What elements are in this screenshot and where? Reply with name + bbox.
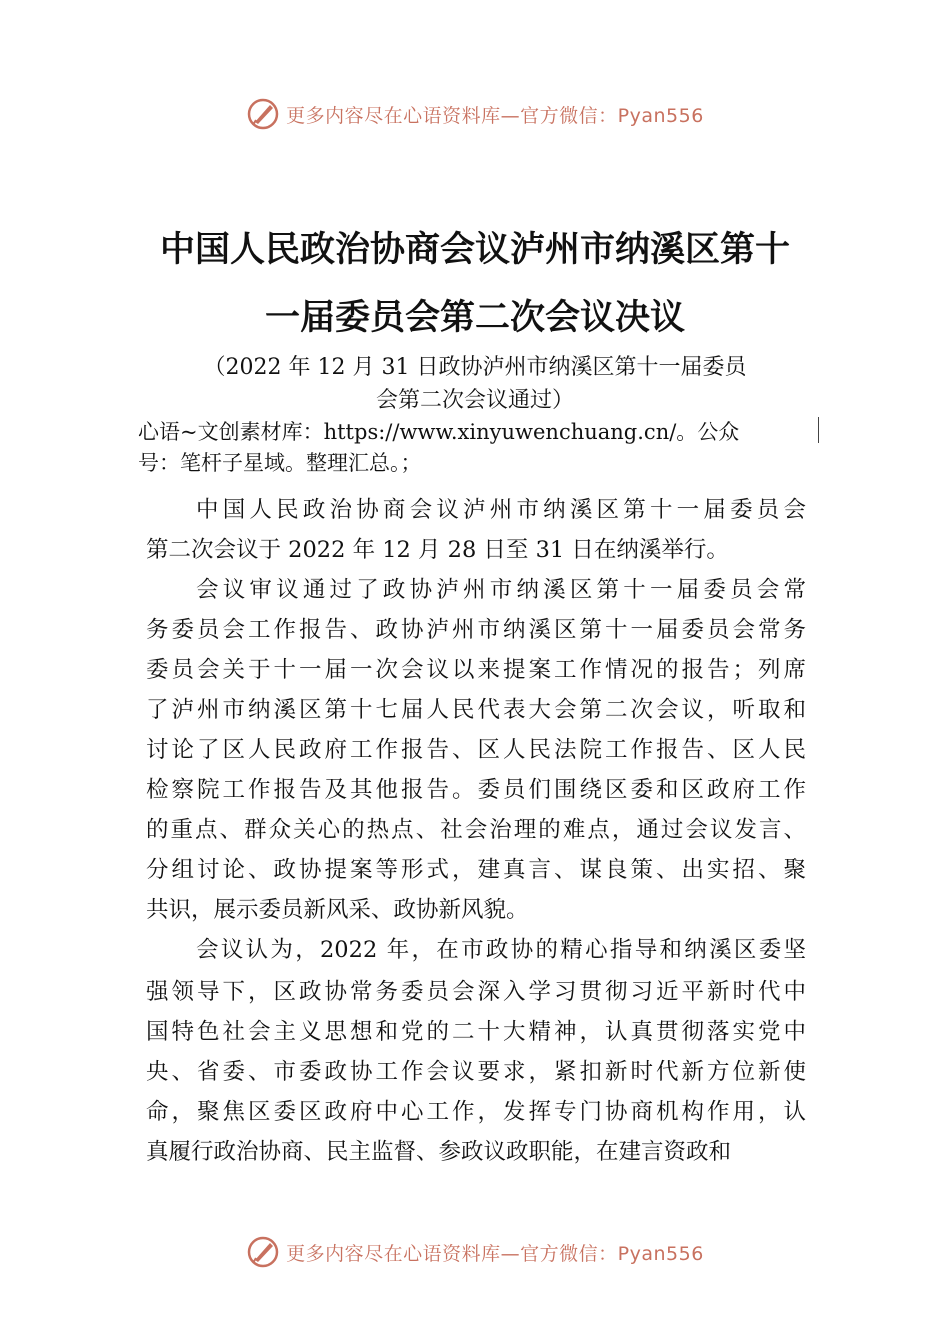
- watermark-text-bottom: 更多内容尽在心语资料库—官方微信：Pyan556: [286, 1242, 704, 1265]
- paragraph-2-line: 务委员会工作报告、政协泸州市纳溪区第十一届委员会常务: [146, 617, 806, 643]
- paragraph-2-line: 的重点、群众关心的热点、社会治理的难点，通过会议发言、: [146, 817, 806, 843]
- paragraph-3-line: 强领导下，区政协常务委员会深入学习贯彻习近平新时代中: [146, 979, 806, 1005]
- paragraph-3-line: 央、省委、市委政协工作会议要求，紧扣新时代新方位新使: [146, 1059, 806, 1085]
- quill-logo-icon: [246, 1235, 280, 1269]
- source-line-2: 号：笔杆子星域。整理汇总。；: [138, 451, 422, 475]
- watermark-banner-top: [0, 94, 950, 134]
- paragraph-2-line: 分组讨论、政协提案等形式，建真言、谋良策、出实招、聚: [146, 857, 806, 883]
- text-cursor-bar: [818, 417, 819, 443]
- paragraph-2-line: 讨论了区人民政府工作报告、区人民法院工作报告、区人民: [146, 737, 806, 763]
- paragraph-3-line: 真履行政治协商、民主监督、参政议政职能，在建言资政和: [146, 1139, 732, 1165]
- paragraph-2-line: 了泸州市纳溪区第十七届人民代表大会第二次会议，听取和: [146, 697, 806, 723]
- paragraph-2-line: 共识，展示委员新风采、政协新风貌。: [146, 897, 529, 923]
- paragraph-3-line: 命，聚焦区委区政府中心工作，发挥专门协商机构作用，认: [146, 1099, 806, 1125]
- watermark-banner-bottom: [0, 1232, 950, 1272]
- paragraph-3-line: 会议认为，2022 年，在市政协的精心指导和纳溪区委坚: [196, 937, 806, 963]
- subtitle-line-1: （2022 年 12 月 31 日政协泸州市纳溪区第十一届委员: [203, 355, 747, 380]
- source-line-1: 心语~文创素材库：https://www.xinyuwenchuang.cn/。公众: [138, 420, 740, 444]
- subtitle-line-2: 会第二次会议通过）: [375, 388, 574, 413]
- paragraph-1-line: 中国人民政治协商会议泸州市纳溪区第十一届委员会: [196, 497, 806, 523]
- watermark-text-top: 更多内容尽在心语资料库—官方微信：Pyan556: [286, 104, 704, 127]
- paragraph-2-line: 会议审议通过了政协泸州市纳溪区第十一届委员会常: [196, 577, 806, 603]
- paragraph-3-line: 国特色社会主义思想和党的二十大精神，认真贯彻落实党中: [146, 1019, 806, 1045]
- quill-logo-icon: [246, 97, 280, 131]
- document-title-line-1: 中国人民政治协商会议泸州市纳溪区第十: [159, 230, 790, 270]
- paragraph-1-line: 第二次会议于 2022 年 12 月 28 日至 31 日在纳溪举行。: [146, 537, 729, 563]
- paragraph-2-line: 检察院工作报告及其他报告。委员们围绕区委和区政府工作: [146, 777, 806, 803]
- paragraph-2-line: 委员会关于十一届一次会议以来提案工作情况的报告；列席: [146, 657, 806, 683]
- document-title-line-2: 一届委员会第二次会议决议: [264, 298, 685, 338]
